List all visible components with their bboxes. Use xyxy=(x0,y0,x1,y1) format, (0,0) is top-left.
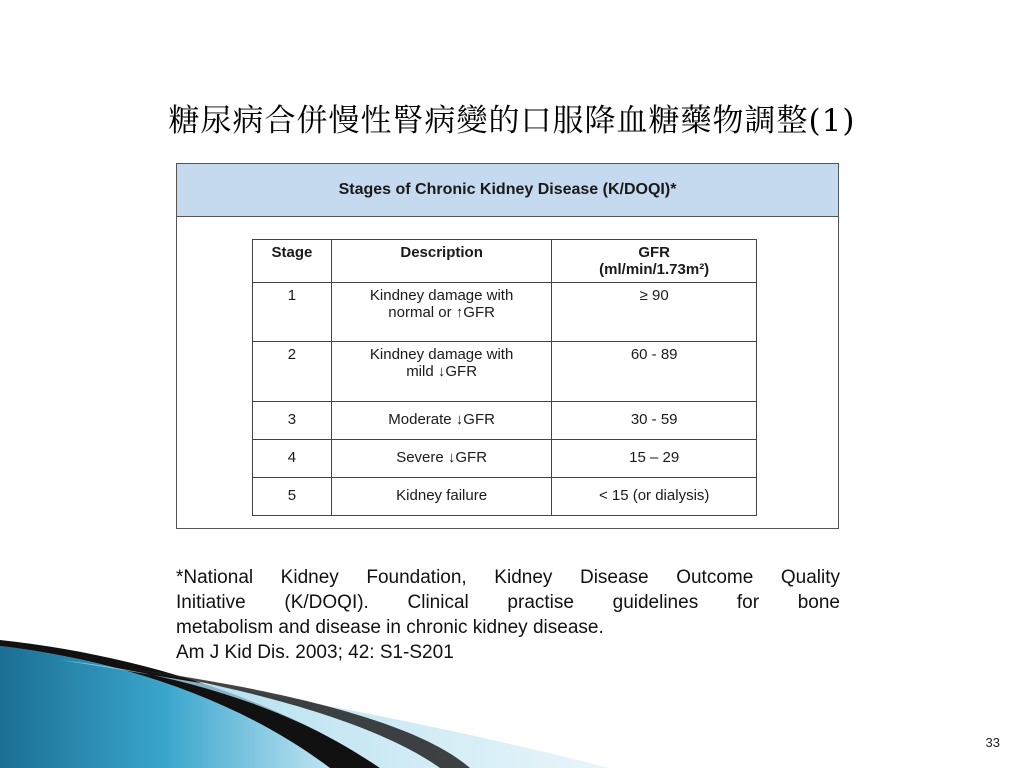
description-cell xyxy=(331,283,551,342)
table-row xyxy=(253,478,757,516)
description-cell xyxy=(331,342,551,402)
gfr-cell: < 15 (or dialysis) xyxy=(552,478,757,516)
table-row xyxy=(253,283,757,342)
footnote-line: *National Kidney Foundation, Kidney Disease Outcome Quality xyxy=(176,567,840,588)
description-line: normal or ↑GFR xyxy=(388,304,495,321)
page-number: 33 xyxy=(985,735,1000,750)
stage-cell: 4 xyxy=(253,440,332,478)
header-gfr-label: GFR xyxy=(638,244,670,261)
gfr-cell: 30 - 59 xyxy=(552,402,757,440)
footnote-line: metabolism and disease in chronic kidney disease. xyxy=(176,617,604,638)
description-cell: Severe ↓GFR xyxy=(331,440,551,478)
table-row xyxy=(253,402,757,440)
gfr-cell: 15 – 29 xyxy=(552,440,757,478)
description-line: Kindney damage with xyxy=(369,346,514,363)
gfr-cell: ≥ 90 xyxy=(552,283,757,342)
ckd-stages-table xyxy=(252,239,757,516)
figure-header: Stages of Chronic Kidney Disease (K/DOQI)* xyxy=(177,164,838,217)
stage-cell: 1 xyxy=(253,283,332,342)
header-gfr xyxy=(552,240,757,283)
header-stage: Stage xyxy=(253,240,332,283)
description-cell: Moderate ↓GFR xyxy=(331,402,551,440)
gfr-cell: 60 - 89 xyxy=(552,342,757,402)
header-description: Description xyxy=(331,240,551,283)
table-row xyxy=(253,342,757,402)
footnote-line: Initiative (K/DOQI). Clinical practise guidelines for bone xyxy=(176,592,840,613)
ckd-figure xyxy=(176,163,839,529)
description-line: mild ↓GFR xyxy=(406,363,478,380)
stage-cell: 2 xyxy=(253,342,332,402)
description-line: Kindney damage with xyxy=(369,287,514,304)
citation-footnote xyxy=(176,565,840,665)
stage-cell: 3 xyxy=(253,402,332,440)
footnote-line: Am J Kid Dis. 2003; 42: S1-S201 xyxy=(176,642,454,663)
stage-cell: 5 xyxy=(253,478,332,516)
table-header-row xyxy=(253,240,757,283)
description-cell: Kidney failure xyxy=(331,478,551,516)
header-gfr-unit: (ml/min/1.73m²) xyxy=(599,261,710,278)
table-row xyxy=(253,440,757,478)
slide-title: 糖尿病合併慢性腎病變的口服降血糖藥物調整(1) xyxy=(168,103,856,139)
